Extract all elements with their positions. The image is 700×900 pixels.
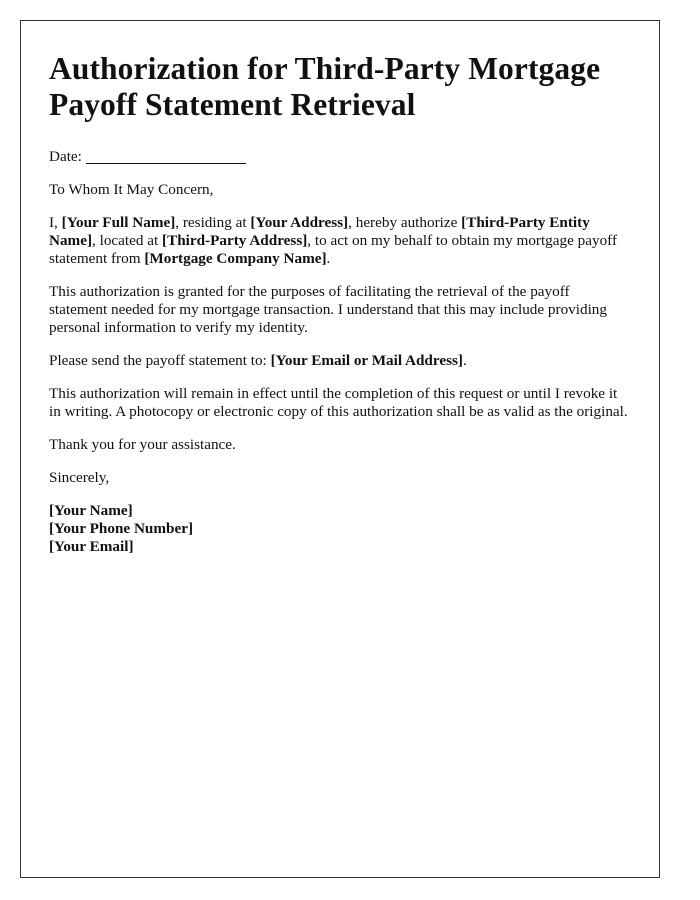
signature-email: [Your Email] bbox=[49, 538, 134, 555]
text-fragment: , located at bbox=[92, 232, 163, 249]
send-to-paragraph bbox=[49, 352, 631, 370]
purpose-paragraph: This authorization is granted for the purposes of facilitating the retrieval of the payoff statement needed for my mortgage transaction. I understand that this may include providing personal information to verify my identity. bbox=[49, 283, 607, 336]
signature-block bbox=[49, 502, 631, 556]
date-row bbox=[49, 147, 631, 166]
signature-phone: [Your Phone Number] bbox=[49, 520, 193, 537]
letter-page bbox=[20, 20, 660, 878]
address-placeholder: [Your Address] bbox=[250, 214, 349, 231]
full-name-placeholder: [Your Full Name] bbox=[61, 214, 176, 231]
text-fragment: Please send the payoff statement to: bbox=[49, 352, 271, 369]
closing-line: Sincerely, bbox=[49, 469, 110, 486]
document-title: Authorization for Third-Party Mortgage Payoff Statement Retrieval bbox=[49, 51, 601, 122]
mortgage-company-placeholder: [Mortgage Company Name] bbox=[144, 250, 327, 267]
authorization-paragraph bbox=[49, 214, 631, 268]
text-fragment: . bbox=[326, 250, 331, 267]
text-fragment: , residing at bbox=[175, 214, 251, 231]
signature-name: [Your Name] bbox=[49, 502, 133, 519]
destination-placeholder: [Your Email or Mail Address] bbox=[270, 352, 463, 369]
thanks-line: Thank you for your assistance. bbox=[49, 436, 236, 453]
text-fragment: . bbox=[462, 352, 467, 369]
third-party-address-placeholder: [Third-Party Address] bbox=[162, 232, 308, 249]
validity-paragraph: This authorization will remain in effect until the completion of this request or until I revoke it in writing. A photocopy or electronic copy of this authorization shall be as valid as the original. bbox=[49, 385, 628, 420]
date-blank-line bbox=[86, 147, 246, 164]
third-party-entity-placeholder: [Third-Party Entity Name] bbox=[49, 214, 590, 249]
text-fragment: I, bbox=[49, 214, 62, 231]
date-label: Date: bbox=[49, 148, 82, 165]
salutation: To Whom It May Concern, bbox=[49, 181, 214, 198]
text-fragment: , hereby authorize bbox=[348, 214, 462, 231]
text-fragment: , to act on my behalf to obtain my mortgage payoff statement from bbox=[49, 232, 618, 267]
